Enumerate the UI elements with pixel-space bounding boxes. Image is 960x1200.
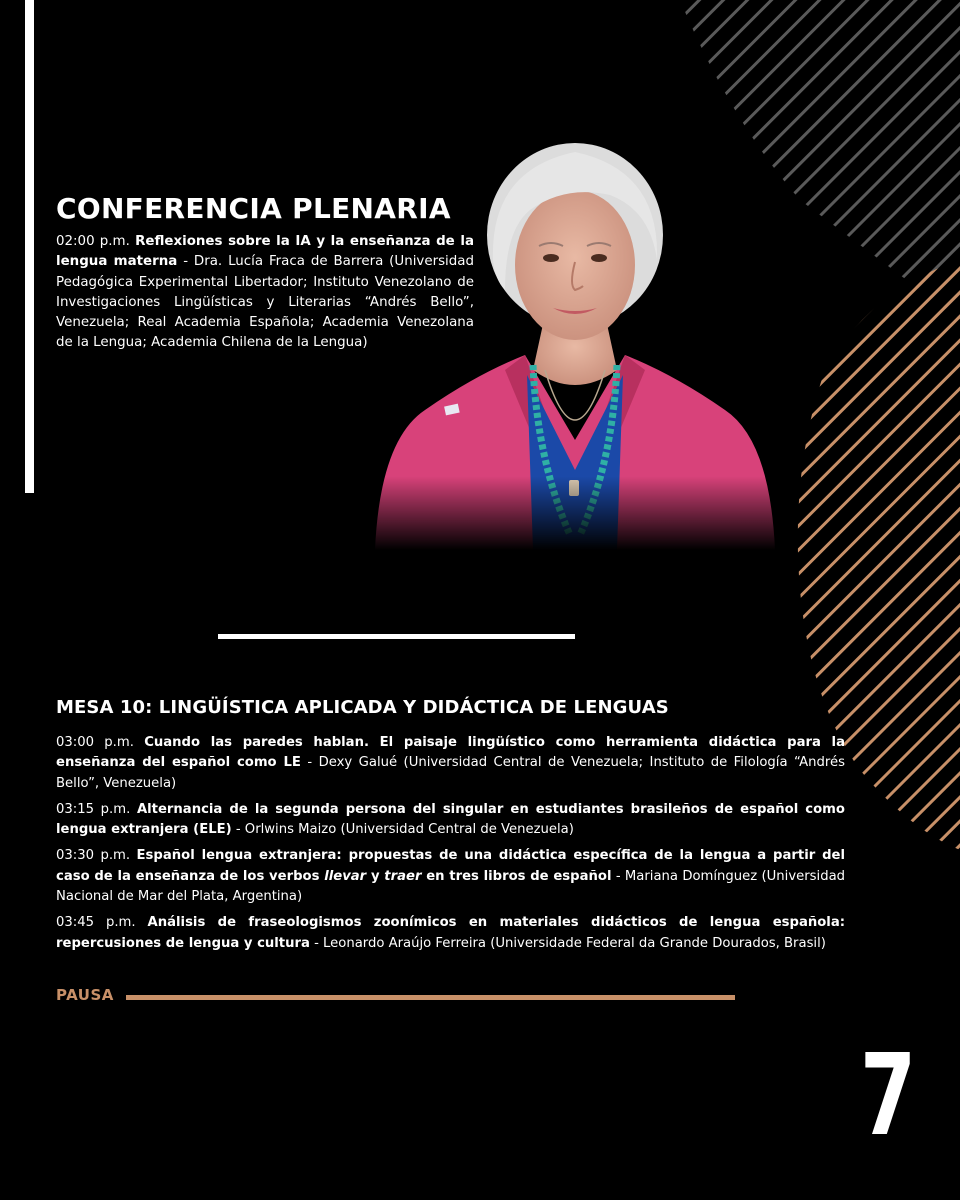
talk-list [56, 733, 845, 960]
talk-speaker: - Orlwins Maizo (Universidad Central de Venezuela) [235, 822, 574, 838]
page-number: 7 [860, 1031, 917, 1161]
talk-time: 03:45 p.m. [56, 915, 136, 931]
talk-title: Análisis de fraseologismos zoonímicos en materiales didácticos de lengua española: repercusiones de lengua y cultura [56, 915, 845, 951]
plenary-description [56, 232, 474, 354]
vertical-accent-bar [25, 0, 34, 493]
plenary-speaker: - Dra. Lucía Fraca de Barrera (Universidad Pedagógica Experimental Libertador; Instituto Venezolano de Investigaciones Lingüísticas y Literarias “Andrés Bello”, Venezuela; Real Academia Española; Academia Venezolana de la Lengua; Academia Chilena de la Lengua) [56, 254, 474, 351]
talk-item [56, 733, 845, 794]
pausa-line [126, 995, 735, 1000]
plenary-talk-title: Reflexiones sobre la IA y la enseñanza de la lengua materna [56, 234, 474, 270]
talk-item [56, 800, 845, 841]
talk-title: Alternancia de la segunda persona del singular en estudiantes brasileños de español como lengua extranjera (ELE) [56, 801, 845, 838]
talk-title-part: Español lengua extranjera: propuestas de una didáctica específica de la lengua a partir del caso de la enseñanza de los verbos [56, 848, 845, 884]
pausa-label: PAUSA [56, 986, 114, 1004]
talk-item [56, 913, 845, 954]
talk-time: 03:15 p.m. [56, 801, 131, 817]
mesa-title: MESA 10: LINGÜÍSTICA APLICADA Y DIDÁCTICA DE LENGUAS [56, 697, 669, 718]
talk-title-part: en tres libros de español [426, 868, 612, 884]
talk-time: 03:00 p.m. [56, 735, 134, 750]
talk-speaker: - Leonardo Araújo Ferreira (Universidade Federal da Grande Dourados, Brasil) [314, 935, 826, 951]
section-divider [218, 634, 575, 639]
talk-title-italic: llevar [324, 868, 367, 884]
talk-time: 03:30 p.m. [56, 848, 131, 864]
talk-item [56, 846, 845, 907]
talk-speaker: - Dexy Galué (Universidad Central de Venezuela; Instituto de Filología “Andrés Bello”, Venezuela) [56, 755, 845, 791]
plenary-title: CONFERENCIA PLENARIA [56, 192, 451, 225]
plenary-time: 02:00 p.m. [56, 234, 130, 249]
talk-title: Cuando las paredes hablan. El paisaje lingüístico como herramienta didáctica para la enseñanza del español como LE [56, 735, 845, 771]
talk-title-italic: traer [384, 868, 422, 884]
talk-title-part: y [370, 868, 380, 884]
talk-speaker: - Mariana Domínguez (Universidad Nacional de Mar del Plata, Argentina) [56, 868, 846, 905]
